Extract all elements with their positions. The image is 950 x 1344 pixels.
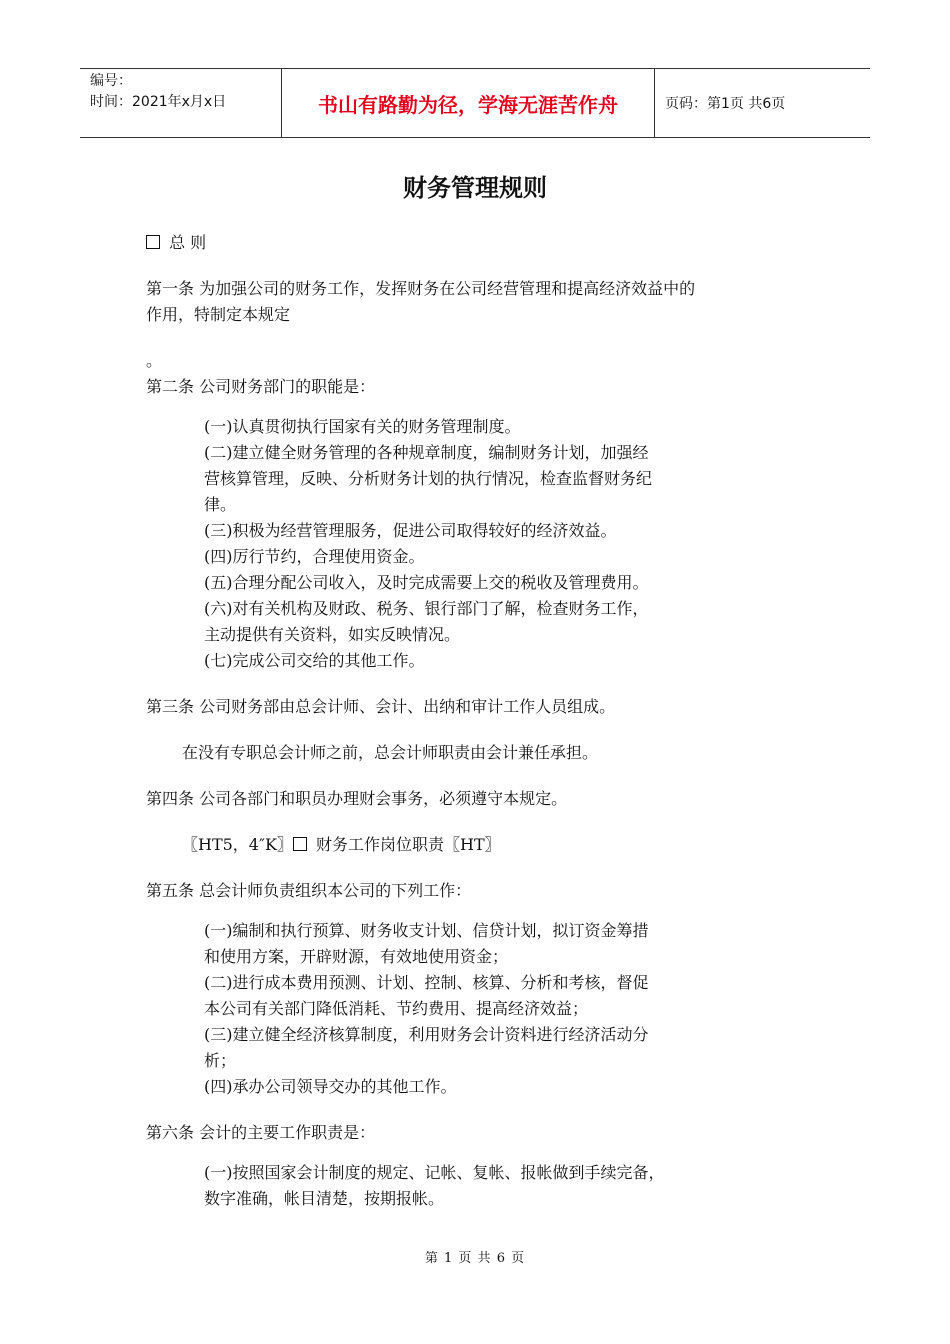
article-3-note: 在没有专职总会计师之前，总会计师职责由会计兼任承担。	[182, 743, 599, 762]
list-item: (五)合理分配公司收入，及时完成需要上交的税收及管理费用。	[204, 573, 649, 592]
list-item: (二)进行成本费用预测、计划、控制、核算、分析和考核，督促	[204, 973, 649, 992]
document-body	[146, 230, 826, 1212]
article-6: 第六条 会计的主要工作职责是：	[146, 1123, 376, 1142]
list-item: 析；	[204, 1051, 237, 1070]
article-3: 第三条 公司财务部由总会计师、会计、出纳和审计工作人员组成。	[146, 697, 616, 716]
article-1-line-1: 第一条 为加强公司的财务工作，发挥财务在公司经营管理和提高经济效益中的	[146, 279, 696, 298]
list-item: (七)完成公司交给的其他工作。	[204, 651, 425, 670]
article-4: 第四条 公司各部门和职员办理财会事务，必须遵守本规定。	[146, 789, 568, 808]
article-5: 第五条 总会计师负责组织本公司的下列工作：	[146, 881, 472, 900]
page-footer: 第 1 页 共 6 页	[424, 1251, 526, 1266]
list-item: (一)按照国家会计制度的规定、记帐、复帐、报帐做到手续完备，	[204, 1163, 665, 1182]
time-label: 时间：2021年x月x日	[90, 94, 227, 110]
section-heading-text: 财务工作岗位职责〖HT〗	[316, 835, 501, 854]
list-item: 律。	[204, 495, 237, 514]
list-item: (六)对有关机构及财政、税务、银行部门了解，检查财务工作，	[204, 599, 649, 618]
list-item: 主动提供有关资料，如实反映情况。	[204, 625, 461, 644]
list-item: (三)积极为经营管理服务，促进公司取得较好的经济效益。	[204, 521, 617, 540]
header-motto: 书山有路勤为径，学海无涯苦作舟	[282, 69, 655, 137]
article-1-line-2: 作用，特制定本规定	[146, 305, 291, 324]
article-2-items	[146, 414, 764, 674]
list-item: (四)厉行节约，合理使用资金。	[204, 547, 425, 566]
list-item: (一)编制和执行预算、财务收支计划、信贷计划，拟订资金筹措	[204, 921, 649, 940]
list-item: (一)认真贯彻执行国家有关的财务管理制度。	[204, 417, 521, 436]
article-2: 第二条 公司财务部门的职能是：	[146, 377, 376, 396]
article-6-items	[146, 1160, 764, 1212]
section-heading-general	[146, 230, 826, 256]
article-5-items	[146, 918, 764, 1100]
header-table	[80, 68, 870, 138]
section-heading-text: 总 则	[169, 233, 207, 252]
list-item: (四)承办公司领导交办的其他工作。	[204, 1077, 457, 1096]
checkbox-icon	[146, 235, 160, 249]
header-page-info: 页码：第1页 共6页	[665, 96, 786, 112]
section-heading-duties	[146, 832, 826, 858]
code-label: 编号：	[90, 73, 132, 89]
list-item: (二)建立健全财务管理的各种规章制度，编制财务计划，加强经	[204, 443, 649, 462]
list-item: 和使用方案，开辟财源，有效地使用资金；	[204, 947, 509, 966]
section-code-prefix: 〖HT5，4″K〗	[182, 835, 293, 854]
list-item: 本公司有关部门降低消耗、节约费用、提高经济效益；	[204, 999, 589, 1018]
list-item: 营核算管理，反映、分析财务计划的执行情况，检查监督财务纪	[204, 469, 653, 488]
article-1-period: 。	[146, 351, 163, 370]
list-item: 数字准确，帐目清楚，按期报帐。	[204, 1189, 445, 1208]
list-item: (三)建立健全经济核算制度，利用财务会计资料进行经济活动分	[204, 1025, 649, 1044]
document-title: 财务管理规则	[403, 174, 547, 202]
header-meta	[80, 69, 282, 137]
checkbox-icon	[293, 837, 307, 851]
